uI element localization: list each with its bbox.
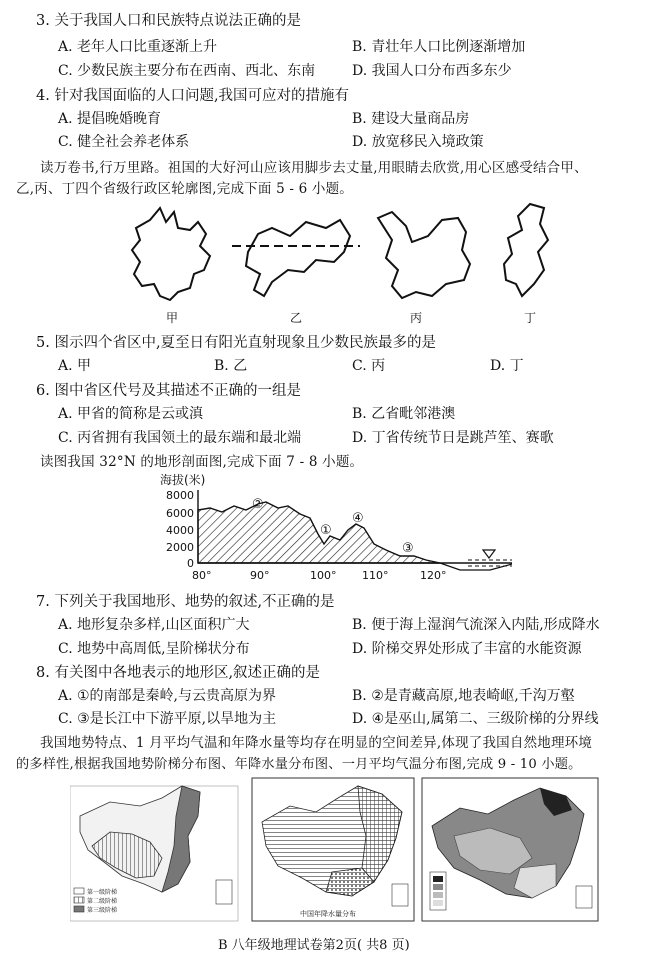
intro-7-8: 读图我国 32°N 的地形剖面图,完成下面 7 - 8 小题。 xyxy=(40,454,364,470)
xtick-80: 80° xyxy=(192,569,212,582)
q7-option-c: C. 地势中高周低,呈阶梯状分布 xyxy=(58,641,250,657)
terrain-profile xyxy=(150,484,520,584)
xtick-120: 120° xyxy=(420,569,447,582)
q7-stem: 7. 下列关于我国地形、地势的叙述,不正确的是 xyxy=(36,594,335,610)
province-label-ding: 丁 xyxy=(524,311,537,325)
page-footer: B 八年级地理试卷第2页( 共8 页) xyxy=(218,938,410,953)
q4-option-a: A. 提倡晚婚晚育 xyxy=(58,111,162,127)
q6-option-c: C. 丙省拥有我国领土的最东端和最北端 xyxy=(58,430,302,446)
q6-option-a: A. 甲省的简称是云或滇 xyxy=(58,406,204,422)
legend-step-1: 第一级阶梯 xyxy=(87,889,118,896)
intro-9-10-line2: 的多样性,根据我国地势阶梯分布图、年降水量分布图、一月平均气温分布图,完成 9 - 10 小题。 xyxy=(16,757,582,772)
profile-yticks xyxy=(166,489,194,570)
mark-1: ① xyxy=(320,523,332,538)
profile-xticks xyxy=(192,569,447,582)
q7-option-a: A. 地形复杂多样,山区面积广大 xyxy=(58,617,250,633)
ytick-2000: 2000 xyxy=(166,541,194,554)
map-terrain-steps xyxy=(70,786,238,921)
ytick-8000: 8000 xyxy=(166,489,194,502)
q3-option-a: A. 老年人口比重逐渐上升 xyxy=(58,39,218,55)
province-ding-outline xyxy=(504,204,548,296)
q6-stem: 6. 图中省区代号及其描述不正确的一组是 xyxy=(36,383,301,399)
sea-level-marker xyxy=(483,550,495,558)
q5-option-a: A. 甲 xyxy=(58,358,92,374)
mark-2: ② xyxy=(252,497,264,512)
q3-stem: 3. 关于我国人口和民族特点说法正确的是 xyxy=(36,13,301,29)
province-bing-outline xyxy=(378,212,470,298)
q6-option-b: B. 乙省毗邻港澳 xyxy=(352,406,456,422)
q4-option-d: D. 放宽移民入境政策 xyxy=(352,134,484,150)
province-label-yi: 乙 xyxy=(290,311,303,325)
ytick-4000: 4000 xyxy=(166,524,194,537)
intro-9-10-line1: 我国地势特点、1 月平均气温和年降水量等均存在明显的空间差异,体现了我国自然地理环境 xyxy=(40,735,593,751)
province-yi-outline xyxy=(246,220,350,296)
q6-option-d: D. 丁省传统节日是跳芦笙、赛歌 xyxy=(352,430,554,446)
q3-option-c: C. 少数民族主要分布在西南、西北、东南 xyxy=(58,63,316,79)
q5-option-c: C. 丙 xyxy=(352,358,386,374)
map-january-temperature xyxy=(422,778,598,921)
intro-5-6-line2: 乙,丙、丁四个省级行政区轮廓图,完成下面 5 - 6 小题。 xyxy=(16,181,353,197)
q5-option-b: B. 乙 xyxy=(214,358,248,374)
province-label-bing: 丙 xyxy=(410,311,423,325)
q4-option-c: C. 健全社会养老体系 xyxy=(58,134,190,150)
xtick-100: 100° xyxy=(310,569,337,582)
legend-step-3: 第三级阶梯 xyxy=(87,907,118,914)
q7-option-d: D. 阶梯交界处形成了丰富的水能资源 xyxy=(352,641,582,657)
mark-4: ④ xyxy=(352,511,364,526)
q5-option-d: D. 丁 xyxy=(490,358,524,374)
province-jia-outline xyxy=(132,208,210,300)
q5-stem: 5. 图示四个省区中,夏至日有阳光直射现象且少数民族最多的是 xyxy=(36,335,437,351)
xtick-110: 110° xyxy=(362,569,389,582)
province-label-jia: 甲 xyxy=(166,311,179,325)
q8-stem: 8. 有关图中各地表示的地形区,叙述正确的是 xyxy=(36,665,321,681)
intro-5-6-line1: 读万卷书,行万里路。祖国的大好河山应该用脚步去丈量,用眼睛去欣赏,用心区感受结合甲、 xyxy=(40,160,588,176)
profile-ylabel: 海拔(米) xyxy=(160,473,206,487)
q4-stem: 4. 针对我国面临的人口问题,我国可应对的措施有 xyxy=(36,88,350,104)
q3-option-b: B. 青壮年人口比例逐渐增加 xyxy=(352,39,526,55)
province-outlines xyxy=(120,200,560,330)
xtick-90: 90° xyxy=(250,569,270,582)
q3-option-d: D. 我国人口分布西多东少 xyxy=(352,63,512,79)
legend-step-2: 第二级阶梯 xyxy=(87,898,118,905)
q8-option-d: D. ④是巫山,属第二、三级阶梯的分界线 xyxy=(352,711,599,727)
mark-3: ③ xyxy=(402,541,414,556)
q8-option-a: A. ①的南部是秦岭,与云贵高原为界 xyxy=(58,688,277,704)
map-precipitation xyxy=(252,778,414,921)
three-maps xyxy=(70,776,600,926)
ytick-0: 0 xyxy=(187,557,194,570)
precipitation-map-caption: 中国年降水量分布 xyxy=(300,910,356,918)
q7-option-b: B. 便于海上湿润气流深入内陆,形成降水 xyxy=(352,617,600,633)
ytick-6000: 6000 xyxy=(166,507,194,520)
q8-option-b: B. ②是青藏高原,地表崎岖,千沟万壑 xyxy=(352,688,575,704)
q4-option-b: B. 建设大量商品房 xyxy=(352,111,470,127)
q8-option-c: C. ③是长江中下游平原,以旱地为主 xyxy=(58,711,277,727)
